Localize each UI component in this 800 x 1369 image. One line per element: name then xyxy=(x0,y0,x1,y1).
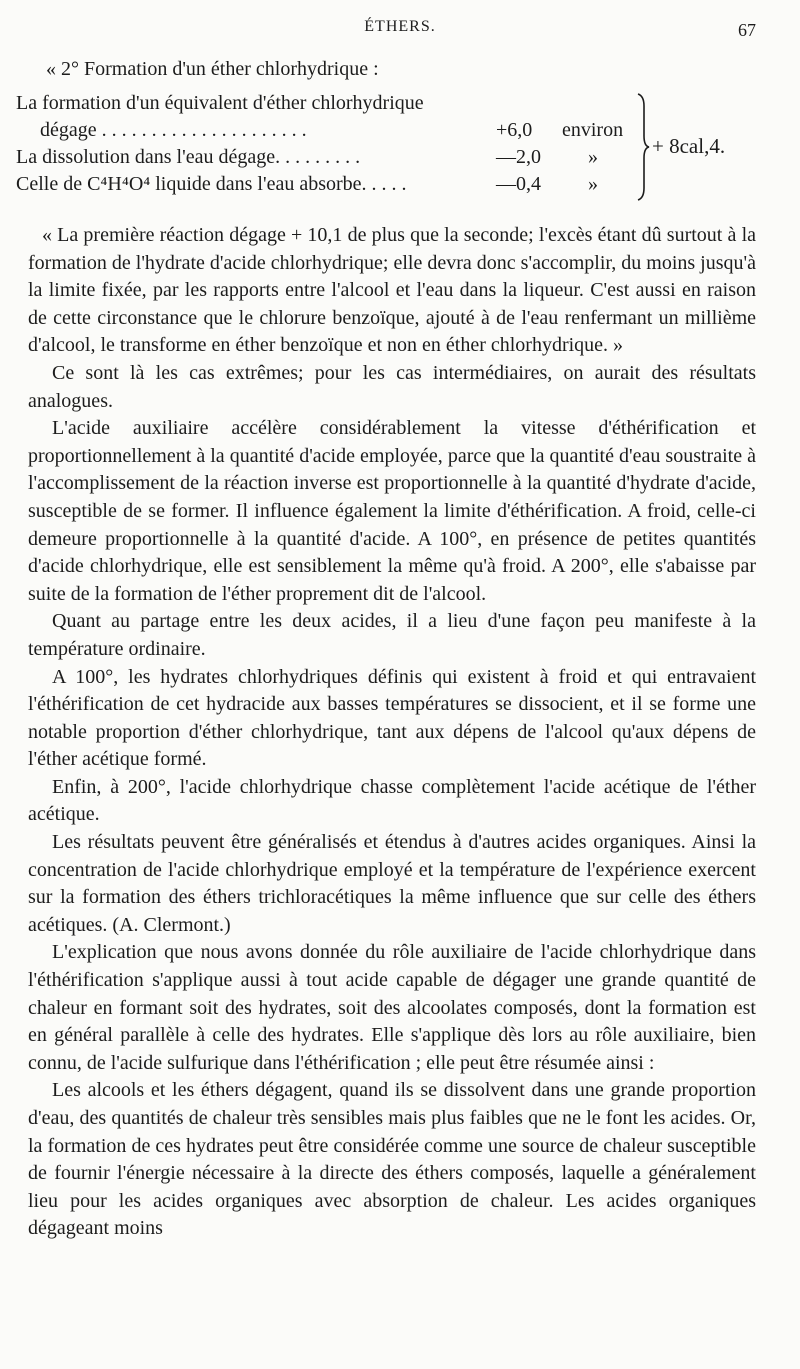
paragraph: Enfin, à 200°, l'acide chlorhydrique chasse complètement l'acide acétique de l'éther acétique. xyxy=(28,775,756,826)
thermo-row-label: La dissolution dans l'eau dégage. . . . . . . . . xyxy=(16,146,361,168)
paragraph: A 100°, les hydrates chlorhydriques définis qui existent à froid et qui entravaient l'éthérification de cet hydracide aux basses températures se dissocient, et il se forme une notable proportion d'éther chlorhydrique, tant aux dépens de l'alcool qu'aux dépens de l'éther acétique formé. xyxy=(28,665,756,771)
thermo-row-unit: » xyxy=(588,146,598,168)
right-brace xyxy=(636,92,650,202)
paragraph: Les résultats peuvent être généralisés et étendus à d'autres acides organiques. Ainsi la concentration de l'acide chlorhydrique employé et la température de l'expérience exercent sur la formation des éthers trichloracétiques la même influence que sur celle des éthers acétiques. (A. Clermont.) xyxy=(28,831,756,936)
thermo-row-label: Celle de C⁴H⁴O⁴ liquide dans l'eau absorbe. . . . . xyxy=(16,173,407,195)
section-title: « 2° Formation d'un éther chlorhydrique : xyxy=(46,58,379,80)
running-title: ÉTHERS. xyxy=(364,18,436,35)
thermo-row-label: dégage . . . . . . . . . . . . . . . . . . . . . xyxy=(40,119,307,141)
thermo-row-value: —0,4 xyxy=(496,173,541,195)
thermo-row-value: +6,0 xyxy=(496,119,533,141)
page-header xyxy=(0,18,800,44)
thermo-row-unit: environ xyxy=(562,119,624,141)
paragraph: Les alcools et les éthers dégagent, quand ils se dissolvent dans une grande proportion d'eau, des quantités de chaleur très sensibles mais plus faibles que ne le font les acides. Or, la formation de ces hydrates peut être considérée comme une source de chaleur susceptible de fournir l'énergie nécessaire à la directe des éthers composés, laquelle a généralement lieu pour les acides organiques avec absorption de chaleur. Les acides organiques dégageant moins xyxy=(28,1079,756,1240)
body-text xyxy=(28,222,756,1243)
paragraph: « La première réaction dégage + 10,1 de plus que la seconde; l'excès étant dû surtout à la formation de l'hydrate d'acide chlorhydrique; elle devra donc s'accomplir, du moins jusqu'à la limite fixée, par les rapports entre l'alcool et l'eau dans la liqueur. C'est aussi en raison de cette circonstance que le chlorure benzoïque, ajouté à de l'eau renfermant un millième d'alcool, le transforme en éther benzoïque et non en éther chlorhydrique. » xyxy=(28,224,756,357)
thermo-row-value: —2,0 xyxy=(496,146,541,168)
paragraph: Quant au partage entre les deux acides, il a lieu d'une façon peu manifeste à la température ordinaire. xyxy=(28,610,756,660)
paragraph: L'acide auxiliaire accélère considérablement la vitesse d'éthérification et proportionnellement à la quantité d'acide employée, parce que la quantité d'eau soustraite à l'accomplissement de la réaction inverse est proportionnelle à la quantité d'hydrate d'acide, susceptible de se former. Il influence également la limite d'éthérification. A froid, celle-ci demeure proportionnelle à la quantité d'acide. A 100°, en présence de petites quantités d'acide chlorhydrique, elle est sensiblement la même qu'à froid. A 200°, elle s'abaisse par suite de la formation de l'éther proprement dit de l'alcool. xyxy=(28,417,756,605)
thermo-total: + 8cal,4. xyxy=(652,134,726,158)
thermo-row-label: La formation d'un équivalent d'éther chlorhydrique xyxy=(16,92,424,114)
paragraph: Ce sont là les cas extrêmes; pour les cas intermédiaires, on aurait des résultats analogues. xyxy=(28,361,756,412)
paragraph: L'explication que nous avons donnée du rôle auxiliaire de l'acide chlorhydrique dans l'éthérification s'applique aussi à tout acide capable de dégager une grande quantité de chaleur en formant soit des hydrates, soit des alcoolates composés, dont la formation est en général parallèle à celle des hydrates. Elle s'applique dès lors au rôle auxiliaire, bien connu, de l'acide sulfurique dans l'éthérification ; elle peut être résumée ainsi : xyxy=(28,941,756,1074)
page-number: 67 xyxy=(738,20,756,40)
thermo-row-unit: » xyxy=(588,173,598,195)
